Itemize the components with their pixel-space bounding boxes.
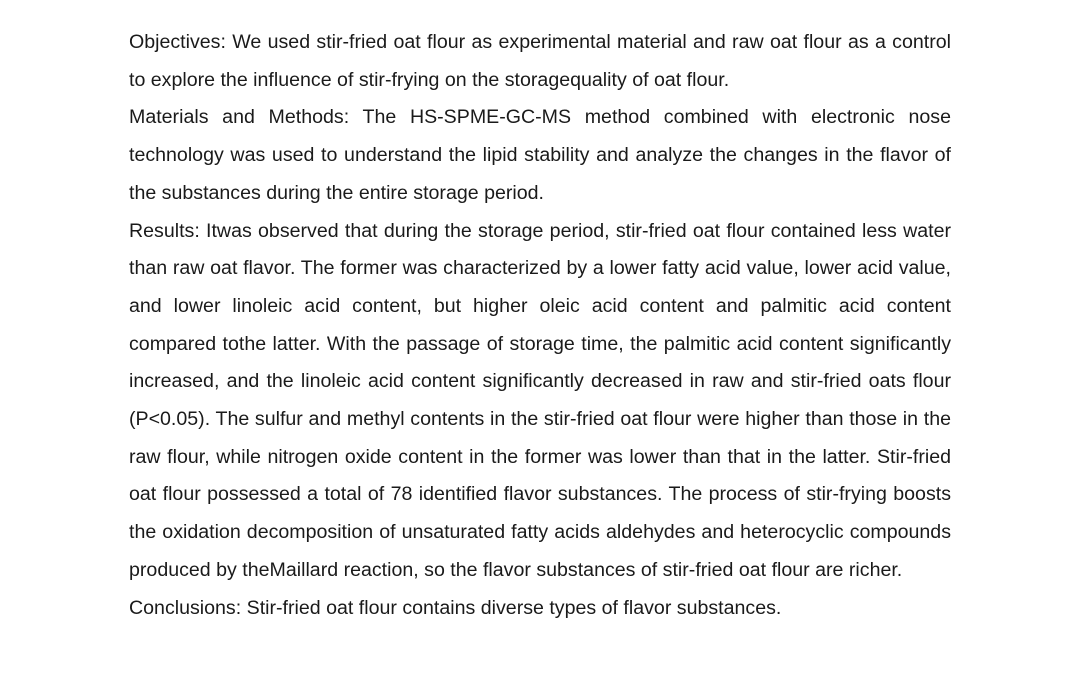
materials-methods-paragraph: Materials and Methods: The HS-SPME-GC-MS method combined with electronic nose technology was used to understand the lipid stability and analyze the changes in the flavor of the substances during the entire storage period. <box>129 106 951 204</box>
results-paragraph: Results: Itwas observed that during the storage period, stir-fried oat flour contained less water than raw oat flavor. The former was characterized by a lower fatty acid value, lower acid value, and lower linoleic acid content, but higher oleic acid content and palmitic acid content compared tothe latter. With the passage of storage time, the palmitic acid content significantly increased, and the linoleic acid content significantly decreased in raw and stir-fried oats flour (P<0.05). The sulfur and methyl contents in the stir-fried oat flour were higher than those in the raw flour, while nitrogen oxide content in the former was lower than that in the latter. Stir-fried oat flour possessed a total of 78 identified flavor substances. The process of stir-frying boosts the oxidation decomposition of unsaturated fatty acids aldehydes and heterocyclic compounds produced by theMaillard reaction, so the flavor substances of stir-fried oat flour are richer. <box>129 219 951 581</box>
objectives-paragraph: Objectives: We used stir-fried oat flour as experimental material and raw oat flour as a control to explore the influence of stir-frying on the storagequality of oat flour. <box>129 31 951 91</box>
conclusions-paragraph: Conclusions: Stir-fried oat flour contains diverse types of flavor substances. <box>129 596 782 619</box>
abstract-body <box>129 24 951 627</box>
